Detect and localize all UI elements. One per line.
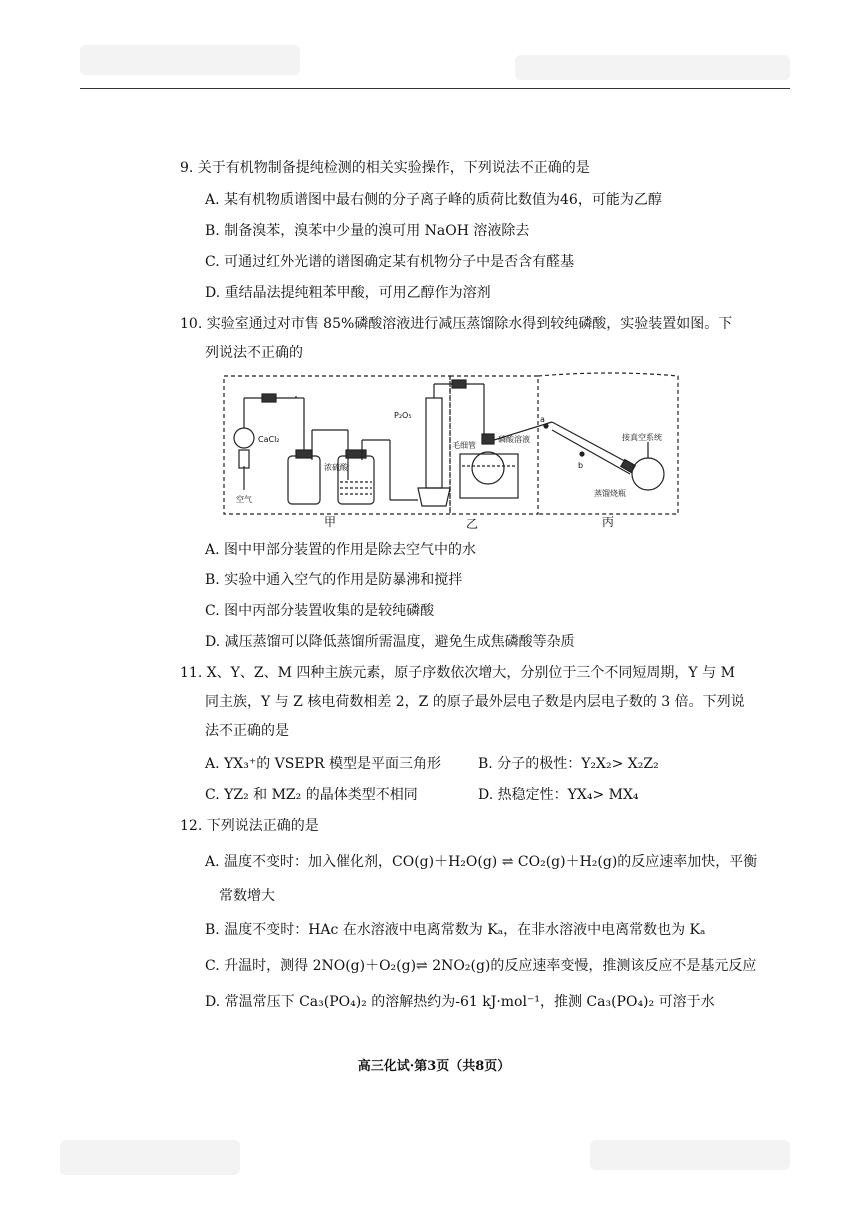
scan-smudge-bottom-right [590, 1140, 790, 1170]
label-a: a [540, 415, 545, 424]
label-part2: 乙 [466, 517, 479, 530]
q12-option-b: B. 温度不变时：HAc 在水溶液中电离常数为 Kₐ，在非水溶液中电离常数也为 Kₐ [205, 922, 706, 938]
label-part3: 丙 [602, 515, 615, 529]
q12-stem: 12. 下列说法正确的是 [180, 818, 319, 834]
q12-option-d: D. 常温常压下 Ca₃(PO₄)₂ 的溶解热约为-61 kJ·mol⁻¹，推测 Ca₃(PO₄)₂ 可溶于水 [205, 994, 715, 1010]
label-cacl2: CaCl₂ [258, 435, 280, 444]
q11-option-c: C. YZ₂ 和 MZ₂ 的晶体类型不相同 [205, 787, 418, 803]
label-flask: 蒸馏烧瓶 [594, 489, 626, 498]
q11-stem-line1: 11. X、Y、Z、M 四种主族元素，原子序数依次增大，分别位于三个不同短周期，Y 与 M [180, 665, 735, 681]
scan-smudge-top-right [515, 55, 790, 80]
label-phosphoric: 磷酸溶液 [498, 435, 530, 444]
label-p2o5: P₂O₅ [394, 411, 412, 420]
header-rule [80, 88, 790, 89]
q9-option-b: B. 制备溴苯，溴苯中少量的溴可用 NaOH 溶液除去 [205, 223, 530, 239]
q11-stem-line3: 法不正确的是 [205, 723, 289, 739]
page-footer: 高三化试·第3页（共8页） [357, 1059, 511, 1074]
q10-option-a: A. 图中甲部分装置的作用是除去空气中的水 [205, 542, 477, 558]
q10-stem-line2: 列说法不正确的 [205, 345, 303, 361]
scan-smudge-top-left [80, 45, 300, 75]
q10-option-b: B. 实验中通入空气的作用是防暴沸和搅拌 [205, 572, 463, 588]
q9-option-d: D. 重结晶法提纯粗苯甲酸，可用乙醇作为溶剂 [205, 285, 491, 301]
label-vacuum: 接真空系统 [622, 433, 662, 442]
q9-option-a: A. 某有机物质谱图中最右侧的分子离子峰的质荷比数值为46，可能为乙醇 [205, 192, 662, 208]
q10-option-d: D. 减压蒸馏可以降低蒸馏所需温度，避免生成焦磷酸等杂质 [205, 634, 575, 650]
apparatus-diagram [222, 370, 680, 530]
label-part1: 甲 [324, 515, 337, 529]
q10-stem-line1: 10. 实验室通过对市售 85%磷酸溶液进行减压蒸馏除水得到较纯磷酸，实验装置如图。下 [180, 316, 733, 332]
q9-stem: 9. 关于有机物制备提纯检测的相关实验操作，下列说法不正确的是 [180, 160, 590, 176]
scan-smudge-bottom-left [60, 1140, 240, 1175]
q10-option-c: C. 图中丙部分装置收集的是较纯磷酸 [205, 603, 435, 619]
q11-option-b: B. 分子的极性：Y₂X₂> X₂Z₂ [478, 756, 659, 772]
label-capillary: 毛细管 [452, 441, 476, 450]
q11-option-a: A. YX₃⁺的 VSEPR 模型是平面三角形 [205, 756, 442, 772]
label-air: 空气 [236, 495, 252, 504]
q12-option-a: A. 温度不变时：加入催化剂，CO(g)＋H₂O(g) ⇌ CO₂(g)＋H₂(g)的反应速率加快，平衡 [205, 854, 758, 870]
q11-option-d: D. 热稳定性：YX₄> MX₄ [478, 787, 639, 803]
q12-option-c: C. 升温时，测得 2NO(g)＋O₂(g)⇌ 2NO₂(g)的反应速率变慢，推测该反应不是基元反应 [205, 958, 757, 974]
label-conc-acid: 浓硫酸 [324, 463, 348, 472]
q12-option-a-cont: 常数增大 [219, 888, 275, 904]
q9-option-c: C. 可通过红外光谱的谱图确定某有机物分子中是否含有醛基 [205, 254, 575, 270]
q11-stem-line2: 同主族，Y 与 Z 核电荷数相差 2，Z 的原子最外层电子数是内层电子数的 3 倍。下列说 [205, 694, 745, 710]
label-b: b [578, 461, 584, 470]
